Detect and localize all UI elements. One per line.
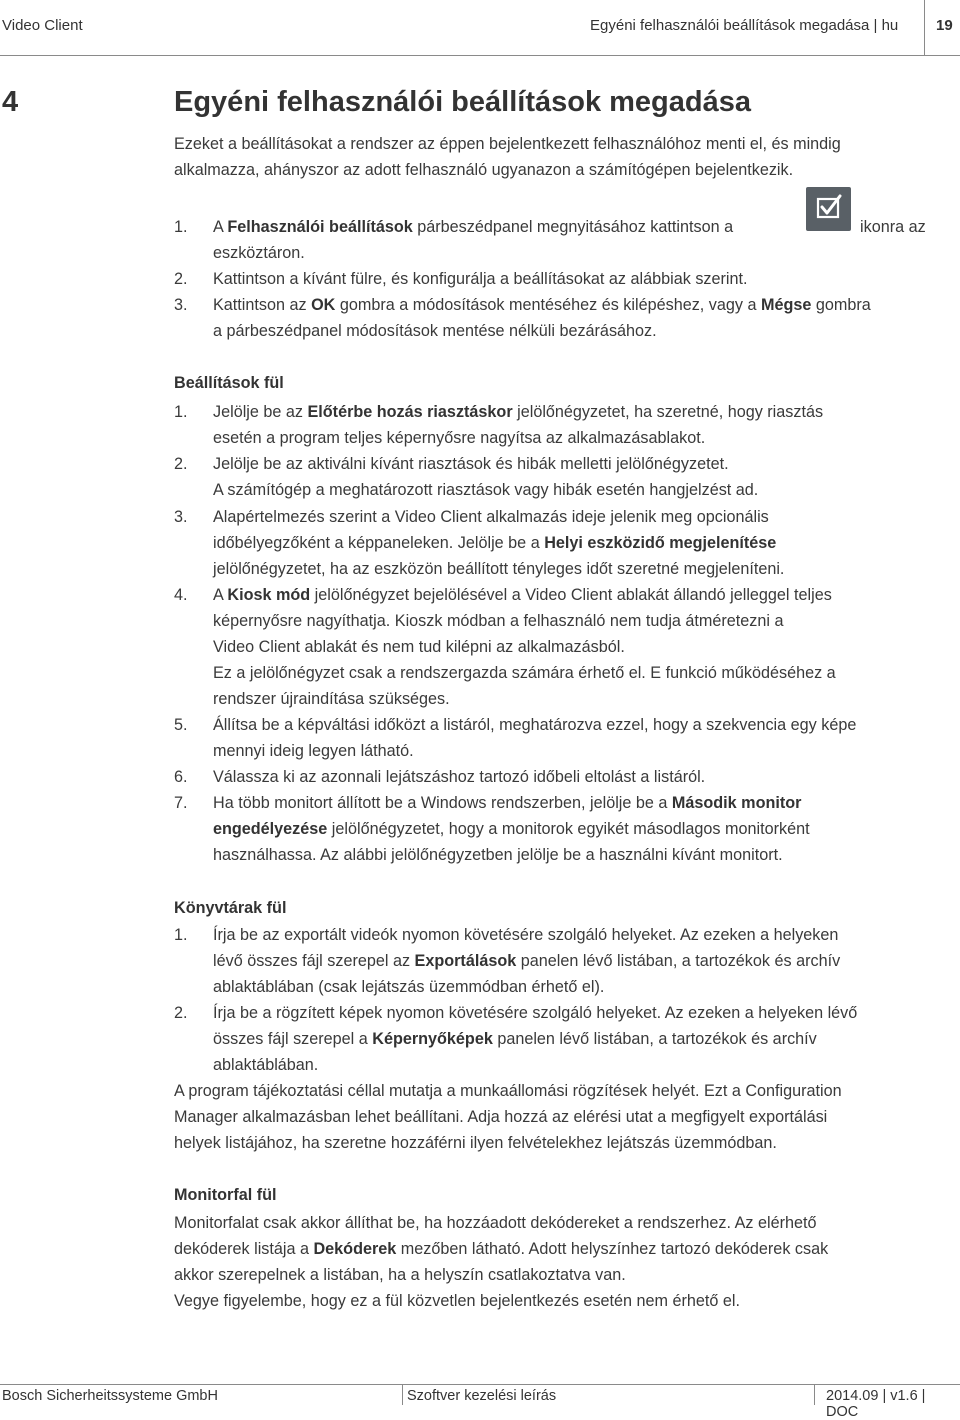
header-section-title: Egyéni felhasználói beállítások megadása | hu xyxy=(590,17,899,34)
monitorwall-line-1: Monitorfalat csak akkor állíthat be, ha hozzáadott dekódereket a rendszerhez. Az elérhető xyxy=(174,1214,817,1232)
intro-line-2: alkalmazza, ahányszor az adott felhasználó ugyanazon a számítógépen bejelentkezik. xyxy=(174,161,794,179)
footer-rule xyxy=(0,1384,960,1385)
footer-divider-1 xyxy=(402,1384,403,1405)
directories-note-line-1: A program tájékoztatási céllal mutatja a munkaállomási rögzítések helyét. Ezt a Configuration xyxy=(174,1082,842,1100)
intro-line-1: Ezeket a beállításokat a rendszer az éppen bejelentkezett felhasználóhoz menti el, és mindig xyxy=(174,135,841,153)
page-number: 19 xyxy=(936,17,953,34)
step-1-after-icon: ikonra az xyxy=(860,218,926,236)
settings-checkbox-icon xyxy=(806,187,851,231)
section-heading-directories: Könyvtárak fül xyxy=(174,899,287,917)
step-text: A Felhasználói beállítások párbeszédpanel megnyitásához kattintson a xyxy=(213,218,734,236)
monitorwall-line-4: Vegye figyelembe, hogy ez a fül közvetlen bejelentkezés esetén nem érhető el. xyxy=(174,1292,741,1310)
monitorwall-line-2: dekóderek listája a Dekóderek mezőben látható. Adott helyszínhez tartozó dekóderek csak xyxy=(174,1240,829,1258)
chapter-title: Egyéni felhasználói beállítások megadása xyxy=(174,86,751,118)
directories-note-line-2: Manager alkalmazásban lehet beállítani. Adja hozzá az elérési utat a megfigyelt exportálási xyxy=(174,1108,828,1126)
directories-note-line-3: helyek listájához, ha szeretne hozzáférni ilyen felvételekhez lejátszás üzemmódban. xyxy=(174,1134,777,1152)
section-heading-settings: Beállítások fül xyxy=(174,374,284,392)
step-number: 1. xyxy=(174,218,188,236)
footer-document-name: Szoftver kezelési leírás xyxy=(407,1388,557,1404)
footer-divider-2 xyxy=(814,1384,815,1405)
header-rule xyxy=(0,55,960,56)
section-heading-monitorwall: Monitorfal fül xyxy=(174,1186,277,1204)
header-app-name: Video Client xyxy=(2,17,83,34)
footer-company: Bosch Sicherheitssysteme GmbH xyxy=(2,1388,218,1404)
header-divider xyxy=(924,0,925,55)
monitorwall-line-3: akkor szerepelnek a listában, ha a helyszín csatlakoztatva van. xyxy=(174,1266,626,1284)
footer-version: 2014.09 | v1.6 | DOC xyxy=(826,1388,926,1420)
chapter-number: 4 xyxy=(2,86,19,118)
